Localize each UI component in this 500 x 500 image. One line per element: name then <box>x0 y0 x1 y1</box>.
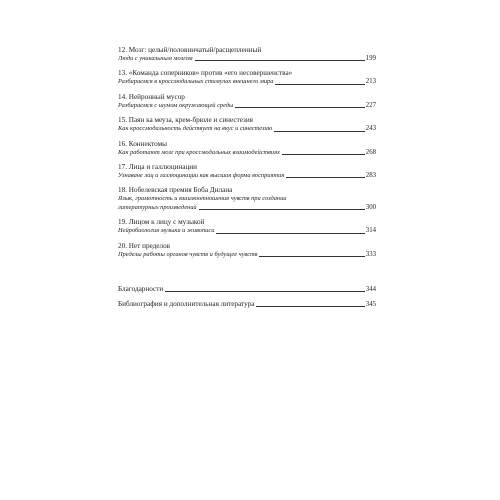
chapter-subtitle-row <box>118 204 376 212</box>
dot-leader <box>195 60 365 61</box>
chapter-subtitle-row <box>118 102 376 110</box>
dot-leader <box>275 84 364 85</box>
chapter-title: 19. Лицом к лицу с музыкой <box>118 218 205 227</box>
back-matter-title: Благодарности <box>118 285 164 294</box>
chapter-subtitle-row <box>118 149 376 157</box>
chapter-title: 20. Нет пределов <box>118 241 171 250</box>
dot-leader <box>259 256 364 257</box>
chapter-title: 17. Лица и галлюцинации <box>118 163 197 172</box>
page-number: 199 <box>365 55 376 62</box>
dot-leader <box>199 209 365 210</box>
toc-entry-14 <box>118 93 376 110</box>
dot-leader <box>282 154 365 155</box>
chapter-subtitle: Пределы работы органов чувств и будущее чувств <box>118 250 258 258</box>
toc-entry-18 <box>118 186 376 212</box>
page-number: 243 <box>365 125 376 133</box>
toc-entry-acknowledgements <box>118 285 376 294</box>
toc-entry-19 <box>118 218 376 235</box>
chapter-subtitle-row <box>118 172 376 180</box>
section-spacer <box>118 265 376 285</box>
chapter-subtitle-line-2: литературных произведений <box>118 203 197 211</box>
table-of-contents <box>118 46 376 315</box>
chapter-subtitle: Разбираемся в кроссмодальных стимулах внешнего мира <box>118 78 274 86</box>
page-number: 345 <box>365 300 376 308</box>
dot-leader <box>274 131 365 132</box>
chapter-title: 16. Коннектомы <box>118 139 167 148</box>
chapter-title: 12. Мозг: целый/половинчатый/расщепленный <box>118 46 262 54</box>
page-number: 283 <box>365 172 376 180</box>
toc-entry-15 <box>118 116 376 133</box>
chapter-subtitle-row <box>118 78 376 86</box>
page-number: 213 <box>365 78 376 86</box>
chapter-subtitle-row <box>118 125 376 133</box>
page-number: 300 <box>365 203 376 211</box>
back-matter-title: Библиография и дополнительная литература <box>118 300 255 309</box>
chapter-title: 14. Нейронный мусор <box>118 92 185 101</box>
chapter-subtitle: Люди с уникальным мозгом <box>118 55 193 62</box>
chapter-title: 13. «Команда соперников» против «его несовершенства» <box>118 69 293 78</box>
chapter-subtitle-line-1: Язык, грамотность и взаимоотношения чувств при создании <box>118 195 287 203</box>
chapter-subtitle-row <box>118 251 376 259</box>
page-number: 344 <box>365 285 376 293</box>
chapter-subtitle: Как работают мозг при кроссмодальных взаимодействиях <box>118 148 280 156</box>
chapter-subtitle-row <box>118 55 376 63</box>
toc-entry-16 <box>118 140 376 157</box>
dot-leader <box>235 107 364 108</box>
dot-leader <box>256 306 364 307</box>
chapter-subtitle-row <box>118 227 376 235</box>
dot-leader <box>216 233 364 234</box>
toc-entry-13 <box>118 69 376 86</box>
dot-leader <box>286 177 365 178</box>
chapter-subtitle: Узнаване лиц и галлюцинации как высшая форма восприятия <box>118 172 285 180</box>
dot-leader <box>165 291 365 292</box>
chapter-subtitle: Как кроссмодальность действует на вкус и синестезию <box>118 125 273 133</box>
toc-entry-17 <box>118 163 376 180</box>
chapter-title: 15. Паян ка меуза, крем-брюле и синестезия <box>118 116 253 125</box>
toc-entry-12 <box>118 46 376 63</box>
page-number: 268 <box>365 148 376 156</box>
toc-entry-20 <box>118 242 376 259</box>
chapter-subtitle: Нейробиология музыки и живописи <box>118 227 215 235</box>
chapter-title: 18. Нобелевская премия Боба Дилана <box>118 186 233 195</box>
toc-entry-bibliography <box>118 300 376 309</box>
chapter-subtitle: Разбираемся с шумом окружающей среды <box>118 101 234 109</box>
page-number: 227 <box>365 101 376 109</box>
page-number: 333 <box>365 250 376 258</box>
page-number: 314 <box>365 227 376 235</box>
